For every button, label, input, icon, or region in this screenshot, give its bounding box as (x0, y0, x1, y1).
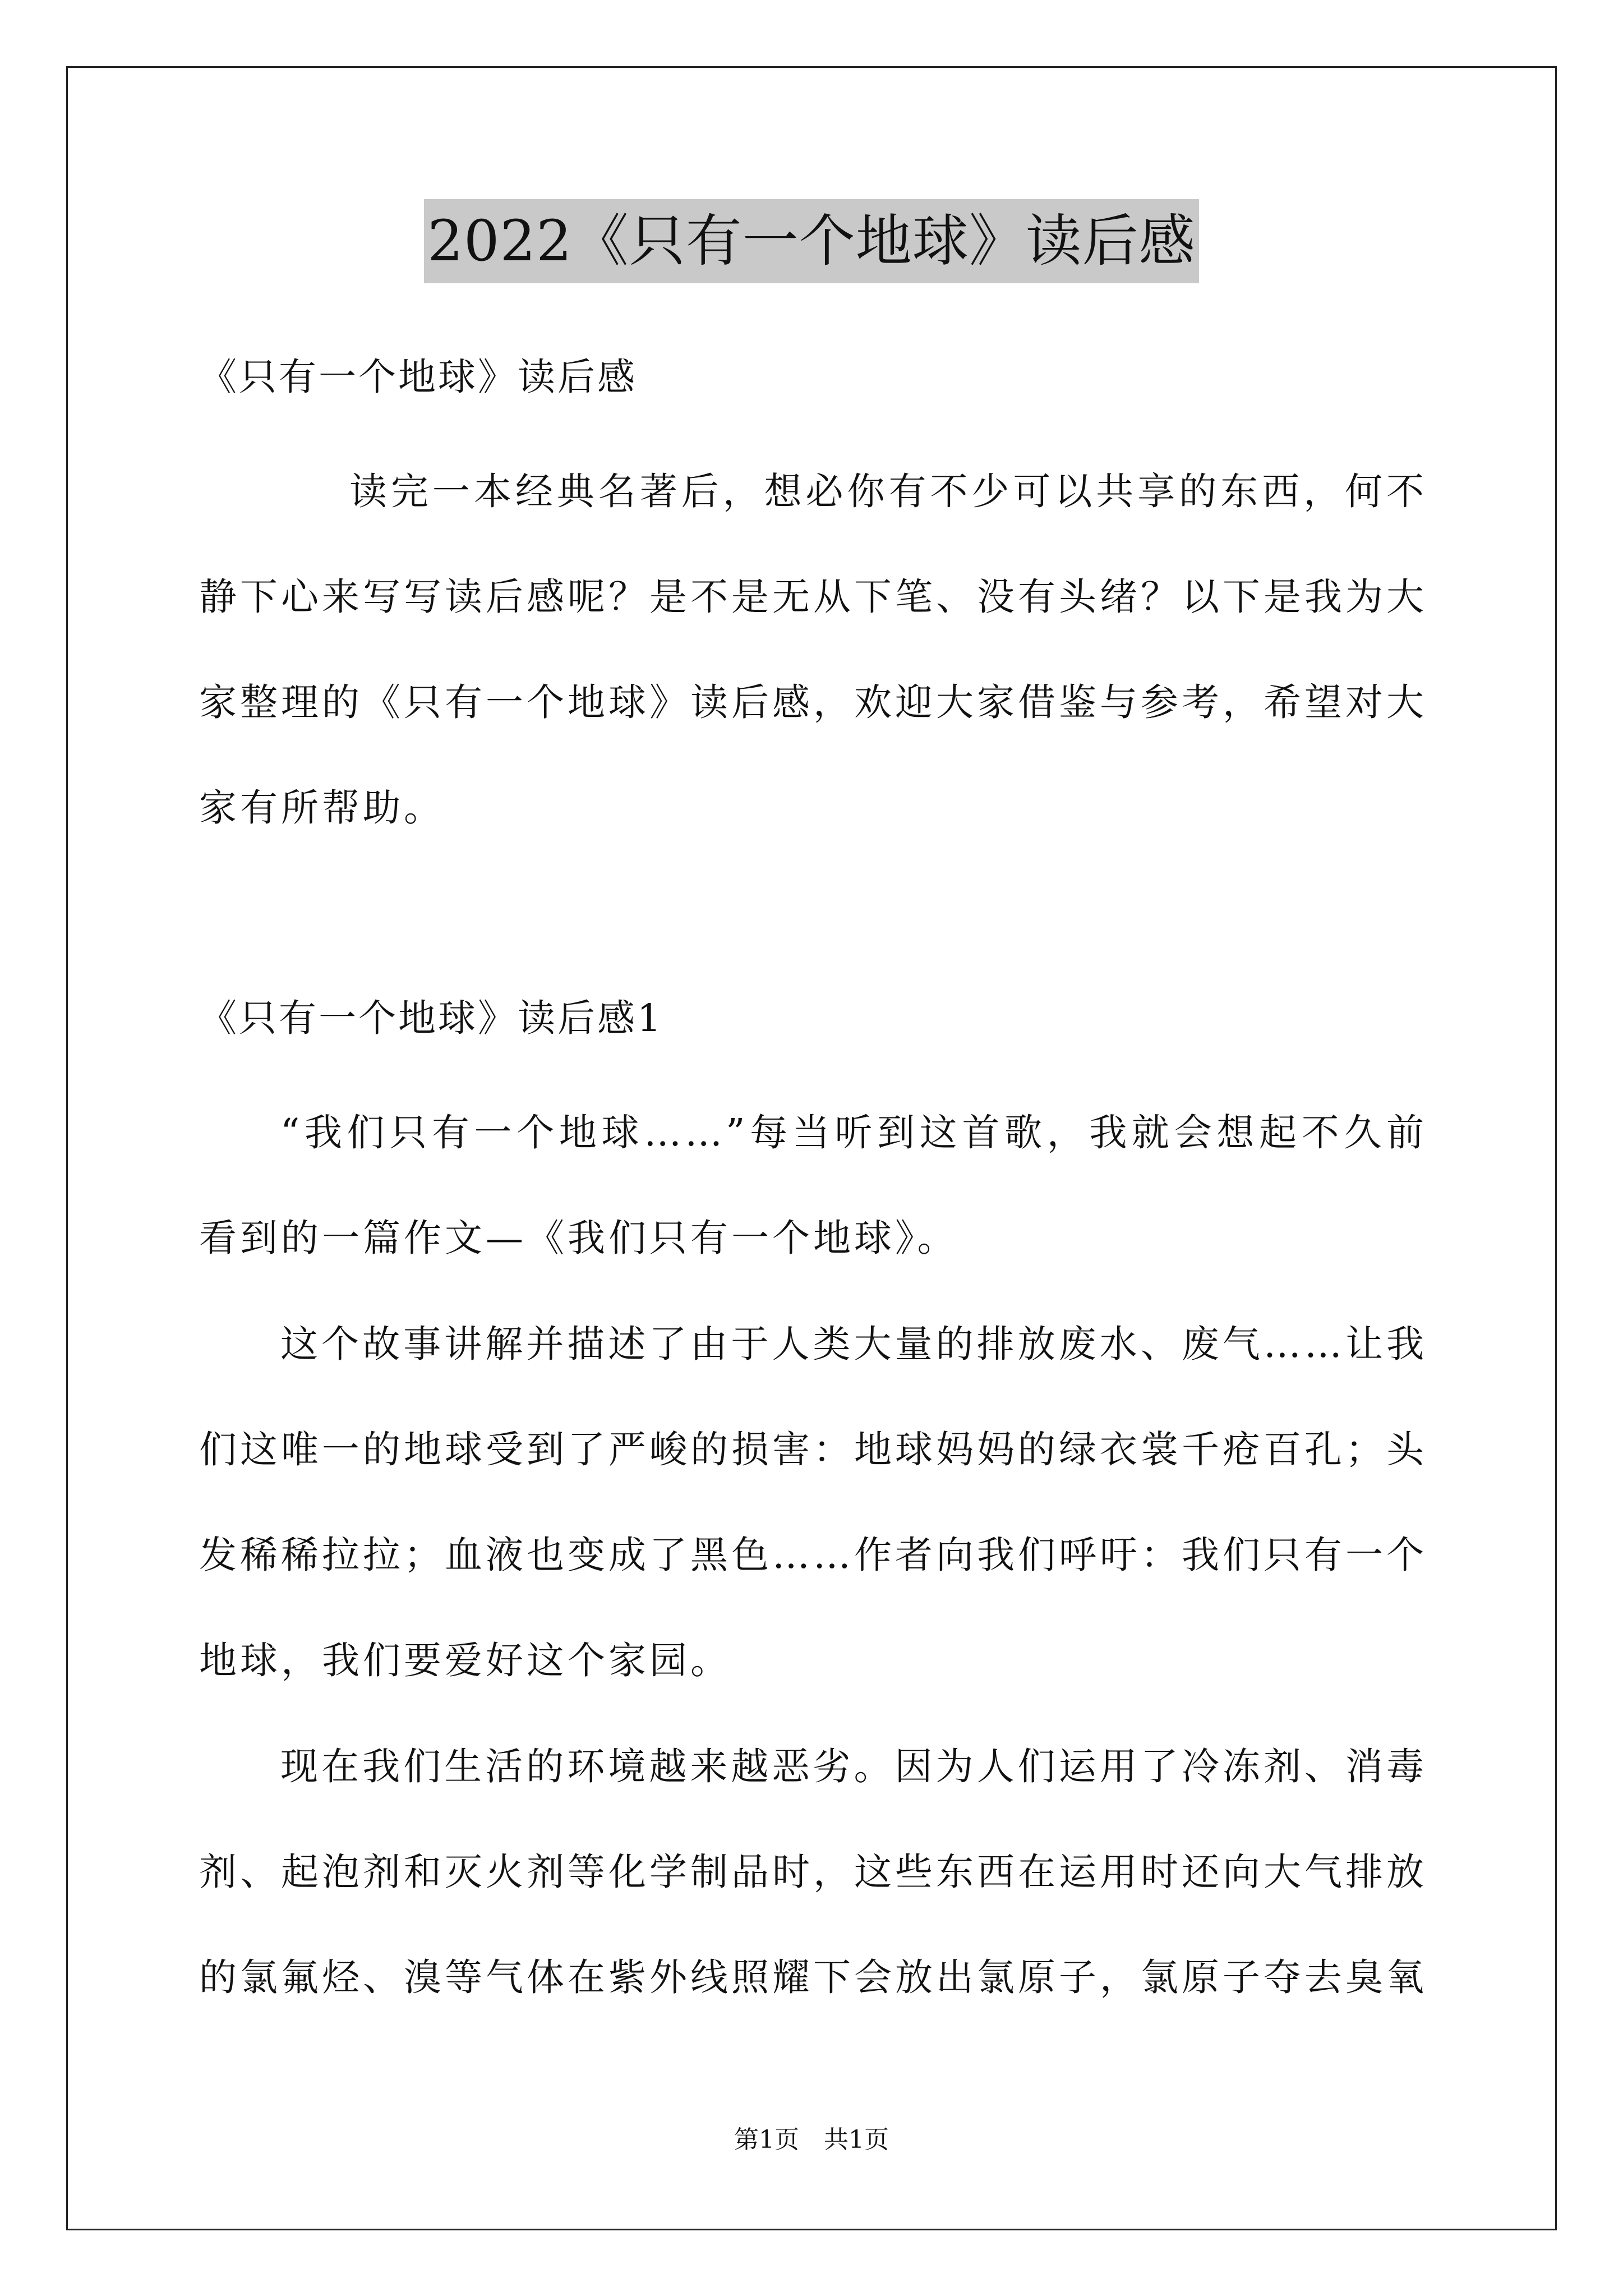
page-number-footer: 第1页 共1页 (734, 2125, 889, 2154)
body-paragraph-3: 现在我们生活的环境越来越恶劣。因为人们运用了冷冻剂、消毒剂、起泡剂和灭火剂等化学制品时，这些东西在运用时还向大气排放的氯氟烃、溴等气体在紫外线照耀下会放出氯原子，氯原子夺去臭氧 (199, 1745, 1427, 1999)
section-heading-1: 《只有一个地球》读后感1 (199, 996, 663, 1040)
body-paragraph-2: 这个故事讲解并描述了由于人类大量的排放废水、废气……让我们这唯一的地球受到了严峻的损害：地球妈妈的绿衣裳千疮百孔；头发稀稀拉拉；血液也变成了黑色……作者向我们呼吁：我们只有一个地球，我们要爱好这个家园。 (199, 1322, 1427, 1682)
document-title: 2022《只有一个地球》读后感 (424, 199, 1199, 283)
intro-paragraph: 读完一本经典名著后，想必你有不少可以共享的东西，何不静下心来写写读后感呢？是不是无从下笔、没有头绪？以下是我为大家整理的《只有一个地球》读后感，欢迎大家借鉴与参考，希望对大家有所帮助。 (199, 470, 1427, 830)
body-paragraph-1: “我们只有一个地球……”每当听到这首歌，我就会想起不久前看到的一篇作文—《我们只有一个地球》。 (199, 1111, 1427, 1260)
title-container (0, 199, 1623, 283)
document-subtitle: 《只有一个地球》读后感 (199, 355, 637, 399)
